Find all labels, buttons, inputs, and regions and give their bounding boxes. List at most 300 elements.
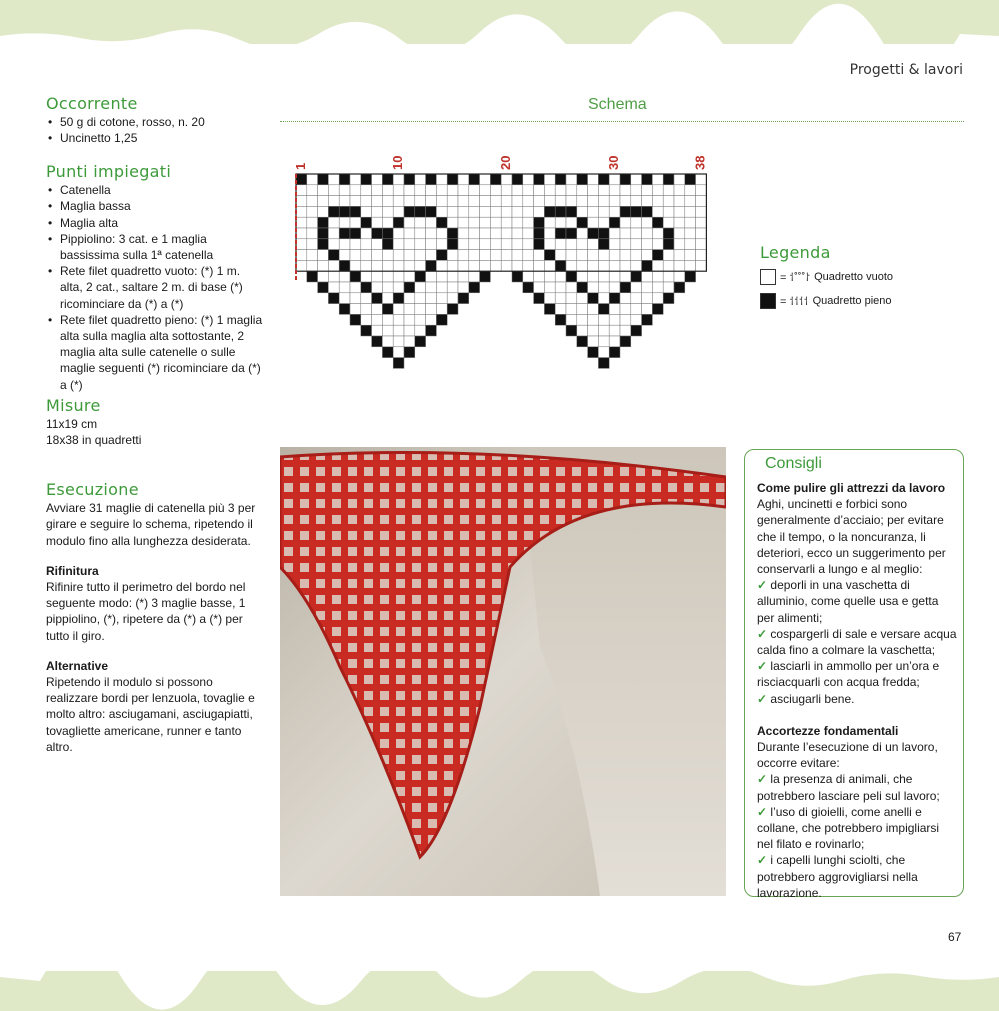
- chart-cell: [566, 206, 577, 217]
- chart-cell: [501, 260, 512, 271]
- chart-cell: [490, 185, 501, 196]
- chart-cell: [307, 228, 318, 239]
- section-header: Progetti & lavori: [849, 62, 963, 78]
- chart-cell: [307, 196, 318, 207]
- chart-cell: [393, 260, 404, 271]
- chart-cell: [631, 250, 642, 261]
- chart-cell: [361, 185, 372, 196]
- chart-cell: [696, 185, 707, 196]
- chart-cell: [588, 347, 599, 358]
- misure-line: 11x19 cm: [46, 417, 98, 432]
- chart-cell: [350, 206, 361, 217]
- chart-cell: [382, 314, 393, 325]
- chart-cell: [609, 293, 620, 304]
- chart-cell: [490, 260, 501, 271]
- chart-cell: [631, 239, 642, 250]
- chart-cell: [642, 314, 653, 325]
- chart-cell: [642, 206, 653, 217]
- chart-cell: [555, 206, 566, 217]
- tip-text: deporli in una vaschetta di alluminio, come quelle usa e getta per alimenti;: [757, 578, 939, 625]
- chart-cell: [598, 271, 609, 282]
- chart-cell: [631, 282, 642, 293]
- chart-cell: [328, 282, 339, 293]
- chart-cell: [555, 293, 566, 304]
- chart-cell: [436, 304, 447, 315]
- chart-cell: [480, 250, 491, 261]
- chart-cell: [598, 185, 609, 196]
- chart-cell: [426, 196, 437, 207]
- chart-cell: [426, 325, 437, 336]
- list-item: • Catenella: [46, 182, 266, 198]
- chart-cell: [501, 228, 512, 239]
- chart-cell: [469, 206, 480, 217]
- chart-cell: [696, 217, 707, 228]
- chart-cell: [523, 217, 534, 228]
- chart-cell: [404, 239, 415, 250]
- chart-cell: [426, 260, 437, 271]
- chart-cell: [566, 239, 577, 250]
- chart-cell: [382, 271, 393, 282]
- chart-cell: [426, 314, 437, 325]
- chart-cell: [382, 174, 393, 185]
- chart-cell: [663, 260, 674, 271]
- chart-cell: [339, 196, 350, 207]
- chart-cell: [652, 250, 663, 261]
- chart-cell: [436, 282, 447, 293]
- chart-cell: [436, 314, 447, 325]
- chart-cell: [566, 174, 577, 185]
- chart-cell: [588, 325, 599, 336]
- chart-cell: [534, 271, 545, 282]
- crochet-lace-image: [280, 447, 726, 896]
- chart-cell: [674, 174, 685, 185]
- chart-cell: [318, 239, 329, 250]
- chart-cell: [598, 228, 609, 239]
- chart-cell: [469, 228, 480, 239]
- chart-cell: [307, 174, 318, 185]
- check-icon: ✓: [757, 853, 768, 868]
- chart-cell: [296, 239, 307, 250]
- chart-cell: [296, 217, 307, 228]
- chart-cell: [620, 282, 631, 293]
- check-icon: ✓: [757, 804, 768, 819]
- chart-cell: [588, 282, 599, 293]
- chart-cell: [512, 228, 523, 239]
- chart-cell: [544, 196, 555, 207]
- chart-cell: [534, 217, 545, 228]
- chart-cell: [523, 260, 534, 271]
- chart-cell: [436, 228, 447, 239]
- empty-square-icon: [760, 269, 776, 285]
- consigli-sec1-text: Aghi, uncinetti e forbici sono generalmente d’acciaio; per evitare che il tempo, o la noncuranza, li deteriori, ecco un suggerimento per conservarli a lungo e al meglio:: [757, 497, 946, 577]
- chart-cell: [415, 260, 426, 271]
- chart-cell: [685, 217, 696, 228]
- chart-cell: [426, 217, 437, 228]
- chart-cell: [588, 250, 599, 261]
- chart-cell: [404, 336, 415, 347]
- chart-cell: [382, 293, 393, 304]
- chart-cell: [620, 304, 631, 315]
- chart-cell: [620, 336, 631, 347]
- chart-cell: [566, 271, 577, 282]
- tip-text: i capelli lunghi sciolti, che potrebbero aggrovigliarsi nella lavorazione.: [757, 853, 918, 900]
- page-number: 67: [948, 930, 962, 944]
- chart-cell: [609, 282, 620, 293]
- chart-cell: [609, 185, 620, 196]
- chart-cell: [393, 174, 404, 185]
- chart-cell: [458, 250, 469, 261]
- chart-cell: [609, 271, 620, 282]
- chart-cell: [490, 206, 501, 217]
- chart-cell: [652, 217, 663, 228]
- chart-cell: [588, 260, 599, 271]
- chart-cell: [307, 185, 318, 196]
- chart-cell: [663, 206, 674, 217]
- chart-cell: [372, 239, 383, 250]
- chart-cell: [642, 228, 653, 239]
- chart-cell: [588, 174, 599, 185]
- list-item: • Maglia bassa: [46, 198, 266, 214]
- chart-cell: [577, 304, 588, 315]
- check-icon: ✓: [757, 772, 768, 787]
- chart-cell: [631, 260, 642, 271]
- chart-cell: [436, 271, 447, 282]
- chart-cell: [436, 196, 447, 207]
- chart-cell: [609, 206, 620, 217]
- chart-cell: [577, 325, 588, 336]
- chart-cell: [620, 271, 631, 282]
- chart-cell: [674, 217, 685, 228]
- chart-cell: [523, 239, 534, 250]
- chart-cell: [415, 228, 426, 239]
- chart-cell: [415, 250, 426, 261]
- chart-cell: [631, 314, 642, 325]
- alternative-title: Alternative: [46, 658, 109, 673]
- chart-cell: [620, 260, 631, 271]
- chart-cell: [339, 250, 350, 261]
- legend-empty-label: Quadretto vuoto: [814, 271, 893, 283]
- rifinitura-text: Rifinire tutto il perimetro del bordo nel seguente modo: (*) 3 maglie basse, 1 pippiolino, (*), ripetere da (*) a (*) per tutto il giro.: [46, 580, 246, 643]
- chart-cell: [631, 196, 642, 207]
- chart-cell: [663, 196, 674, 207]
- chart-cell: [523, 228, 534, 239]
- chart-cell: [523, 206, 534, 217]
- chart-cell: [372, 304, 383, 315]
- chart-cell: [480, 196, 491, 207]
- chart-cell: [566, 250, 577, 261]
- chart-cell: [598, 239, 609, 250]
- chart-cell: [598, 293, 609, 304]
- chart-cell: [652, 260, 663, 271]
- chart-cell: [404, 196, 415, 207]
- chart-cell: [588, 185, 599, 196]
- chart-cell: [436, 217, 447, 228]
- chart-cell: [534, 174, 545, 185]
- chart-cell: [350, 304, 361, 315]
- chart-cell: [523, 282, 534, 293]
- chart-cell: [393, 325, 404, 336]
- legend-title: Legenda: [760, 243, 831, 262]
- occorrente-section: [46, 96, 266, 147]
- schema-divider: [280, 121, 964, 122]
- chart-cell: [523, 271, 534, 282]
- filet-chart: [288, 146, 718, 376]
- chart-cell: [609, 260, 620, 271]
- chart-cell: [393, 250, 404, 261]
- punti-list: [46, 182, 266, 393]
- chart-cell: [393, 185, 404, 196]
- esecuzione-section: [46, 482, 266, 755]
- chart-cell: [415, 336, 426, 347]
- chart-cell: [663, 217, 674, 228]
- chart-cell: [328, 185, 339, 196]
- chart-cell: [534, 206, 545, 217]
- chart-cell: [393, 282, 404, 293]
- chart-cell: [339, 228, 350, 239]
- chart-cell: [566, 228, 577, 239]
- chart-cell: [393, 336, 404, 347]
- chart-cell: [577, 314, 588, 325]
- chart-cell: [382, 336, 393, 347]
- chart-cell: [663, 271, 674, 282]
- chart-cell: [501, 239, 512, 250]
- list-item: • Rete filet quadretto vuoto: (*) 1 m. alta, 2 cat., saltare 2 m. di base (*) ricominciare da (*) a (*): [46, 263, 266, 312]
- chart-cell: [318, 196, 329, 207]
- chart-cell: [577, 206, 588, 217]
- chart-cell: [577, 228, 588, 239]
- chart-cell: [382, 228, 393, 239]
- chart-cell: [631, 304, 642, 315]
- chart-cell: [372, 174, 383, 185]
- chart-cell: [544, 206, 555, 217]
- chart-cell: [328, 260, 339, 271]
- chart-cell: [382, 185, 393, 196]
- chart-cell: [458, 185, 469, 196]
- chart-cell: [674, 185, 685, 196]
- chart-cell: [328, 228, 339, 239]
- chart-cell: [696, 174, 707, 185]
- chart-cell: [436, 293, 447, 304]
- chart-cell: [577, 217, 588, 228]
- chart-cell: [642, 282, 653, 293]
- chart-cell: [447, 185, 458, 196]
- legend-row-full: [760, 292, 893, 310]
- chart-cell: [620, 196, 631, 207]
- check-icon: ✓: [757, 626, 768, 641]
- chart-cell: [426, 239, 437, 250]
- chart-cell: [609, 314, 620, 325]
- chart-cell: [469, 217, 480, 228]
- chart-cell: [577, 282, 588, 293]
- chart-cell: [512, 239, 523, 250]
- chart-cell: [339, 206, 350, 217]
- torn-paper-edge-bottom: [0, 971, 999, 1011]
- chart-cell: [588, 217, 599, 228]
- chart-cell: [544, 260, 555, 271]
- chart-cell: [696, 196, 707, 207]
- chart-cell: [393, 217, 404, 228]
- chart-cell: [458, 239, 469, 250]
- list-item: • Rete filet quadretto pieno: (*) 1 maglia alta sulla maglia alta sottostante, 2 maglia alta sulle catenelle o sulle maglie seguenti (*) ricominciare da (*) a (*): [46, 312, 266, 393]
- chart-cell: [382, 347, 393, 358]
- punti-title: Punti impiegati: [46, 162, 172, 181]
- chart-cell: [674, 271, 685, 282]
- chart-cell: [609, 174, 620, 185]
- chart-cell: [480, 239, 491, 250]
- chart-cell: [382, 250, 393, 261]
- chart-cell: [372, 293, 383, 304]
- chart-cell: [350, 282, 361, 293]
- chart-cell: [415, 304, 426, 315]
- chart-cell: [361, 217, 372, 228]
- chart-cell: [598, 174, 609, 185]
- chart-cell: [555, 228, 566, 239]
- chart-cell: [404, 217, 415, 228]
- esecuzione-text: Avviare 31 maglie di catenella più 3 per girare e seguire lo schema, ripetendo il modulo fino alla lunghezza desiderata.: [46, 501, 256, 548]
- chart-cell: [328, 196, 339, 207]
- chart-cell: [328, 293, 339, 304]
- chart-cell: [490, 228, 501, 239]
- chart-cell: [361, 293, 372, 304]
- chart-cell: [404, 304, 415, 315]
- chart-cell: [372, 185, 383, 196]
- chart-cell: [523, 250, 534, 261]
- chart-cell: [480, 260, 491, 271]
- chart-cell: [696, 239, 707, 250]
- chart-cell: [307, 271, 318, 282]
- occorrente-list: [46, 114, 266, 146]
- chart-cell: [318, 206, 329, 217]
- chart-cell: [631, 174, 642, 185]
- chart-cell: [393, 304, 404, 315]
- chart-cell: [480, 217, 491, 228]
- chart-cell: [652, 282, 663, 293]
- chart-cell: [620, 174, 631, 185]
- chart-cell: [436, 206, 447, 217]
- chart-cell: [598, 304, 609, 315]
- chart-cell: [620, 206, 631, 217]
- chart-cell: [685, 185, 696, 196]
- chart-cell: [296, 196, 307, 207]
- empty-stitch-symbol: = ⸶˚˚˚⸷: [780, 271, 811, 284]
- chart-cell: [652, 293, 663, 304]
- chart-cell: [339, 304, 350, 315]
- chart-cell: [663, 185, 674, 196]
- top-decorative-band: [0, 0, 999, 44]
- chart-cell: [480, 185, 491, 196]
- chart-cell: [609, 239, 620, 250]
- chart-cell: [544, 271, 555, 282]
- chart-cell: [318, 228, 329, 239]
- chart-cell: [555, 304, 566, 315]
- chart-cell: [469, 174, 480, 185]
- chart-cell: [404, 185, 415, 196]
- chart-cell: [447, 206, 458, 217]
- occorrente-title: Occorrente: [46, 94, 138, 113]
- punti-section: [46, 164, 266, 393]
- chart-cell: [652, 239, 663, 250]
- chart-cell: [328, 239, 339, 250]
- chart-cell: [404, 293, 415, 304]
- chart-cell: [382, 239, 393, 250]
- chart-cell: [512, 217, 523, 228]
- chart-cell: [631, 217, 642, 228]
- consigli-box: [744, 449, 964, 900]
- chart-cell: [609, 336, 620, 347]
- chart-cell: [372, 228, 383, 239]
- chart-cell: [447, 260, 458, 271]
- chart-cell: [501, 174, 512, 185]
- list-item: • Uncinetto 1,25: [46, 130, 266, 146]
- chart-cell: [501, 206, 512, 217]
- chart-cell: [620, 325, 631, 336]
- chart-cell: [447, 304, 458, 315]
- chart-cell: [307, 206, 318, 217]
- chart-cell: [339, 217, 350, 228]
- chart-cell: [447, 250, 458, 261]
- chart-cell: [696, 206, 707, 217]
- chart-cell: [393, 358, 404, 369]
- bottom-decorative-band: [0, 971, 999, 1011]
- chart-cell: [523, 196, 534, 207]
- chart-cell: [652, 228, 663, 239]
- chart-cell: [339, 260, 350, 271]
- chart-cell: [534, 282, 545, 293]
- check-icon: ✓: [757, 691, 768, 706]
- chart-cell: [642, 239, 653, 250]
- chart-cell: [415, 325, 426, 336]
- chart-cell: [544, 239, 555, 250]
- chart-cell: [469, 282, 480, 293]
- legend: [760, 243, 893, 310]
- column-label: 20: [498, 155, 514, 170]
- chart-cell: [296, 206, 307, 217]
- column-label: 1: [292, 162, 308, 170]
- chart-cell: [393, 347, 404, 358]
- chart-cell: [577, 250, 588, 261]
- chart-cell: [577, 196, 588, 207]
- chart-cell: [555, 250, 566, 261]
- chart-cell: [382, 282, 393, 293]
- chart-cell: [534, 228, 545, 239]
- chart-cell: [598, 347, 609, 358]
- chart-cell: [372, 314, 383, 325]
- misure-line: 18x38 in quadretti: [46, 433, 142, 448]
- chart-cell: [642, 185, 653, 196]
- chart-cell: [350, 260, 361, 271]
- chart-cell: [609, 228, 620, 239]
- chart-cell: [404, 250, 415, 261]
- chart-cell: [307, 250, 318, 261]
- chart-cell: [447, 239, 458, 250]
- chart-cell: [339, 239, 350, 250]
- chart-cell: [609, 347, 620, 358]
- chart-cell: [534, 196, 545, 207]
- tip-text: cospargerli di sale e versare acqua calda fino a colmare la vaschetta;: [757, 626, 957, 658]
- chart-cell: [685, 271, 696, 282]
- chart-cell: [458, 206, 469, 217]
- chart-cell: [361, 206, 372, 217]
- tip-text: la presenza di animali, che potrebbero lasciare peli sul lavoro;: [757, 772, 940, 803]
- chart-cell: [555, 196, 566, 207]
- chart-cell: [447, 282, 458, 293]
- misure-section: [46, 398, 266, 449]
- chart-cell: [415, 239, 426, 250]
- list-item: [757, 691, 957, 707]
- chart-cell: [447, 228, 458, 239]
- chart-cell: [490, 196, 501, 207]
- chart-cell: [415, 174, 426, 185]
